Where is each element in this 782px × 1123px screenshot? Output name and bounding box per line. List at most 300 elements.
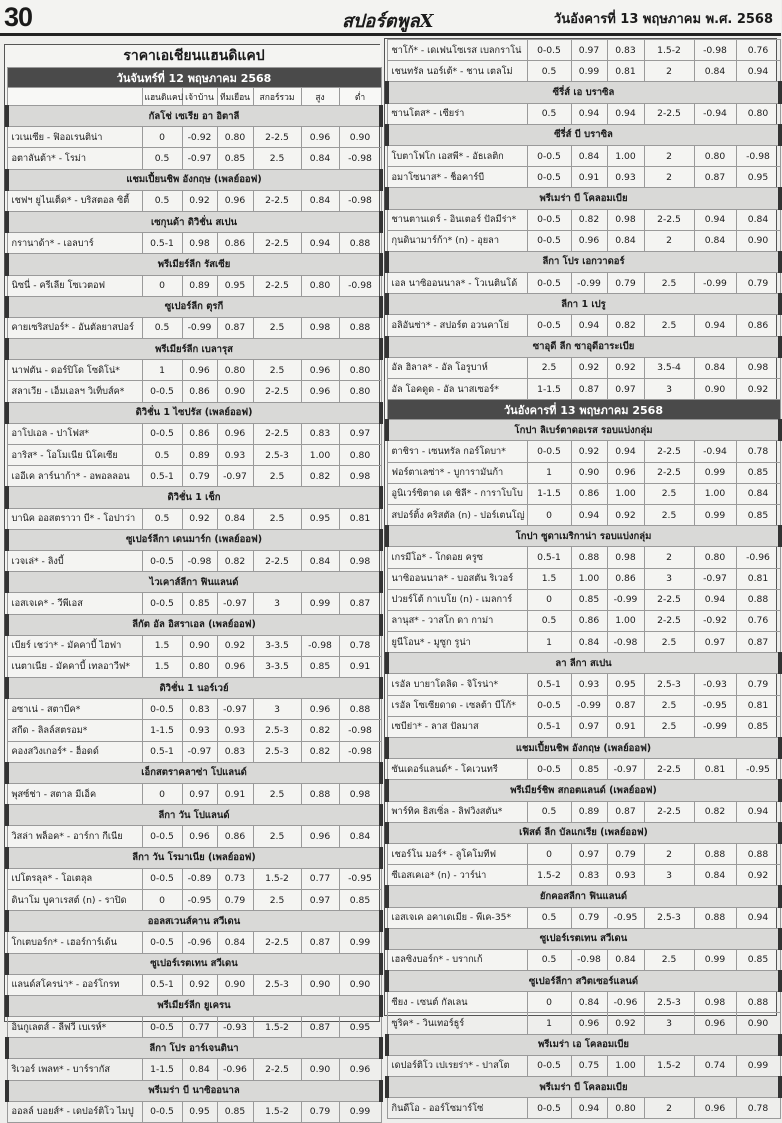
match-row xyxy=(7,635,381,656)
under-odds-cell: 0.87 xyxy=(736,632,780,653)
match-row xyxy=(387,716,780,737)
handicap-cell: 1 xyxy=(527,462,571,483)
home-odds-cell: 0.99 xyxy=(571,61,607,82)
total-goals-cell: 1.5-2 xyxy=(253,868,301,889)
under-odds-cell: 0.99 xyxy=(339,1101,381,1122)
handicap-cell: 0-0.5 xyxy=(527,441,571,462)
home-odds-cell: 0.97 xyxy=(571,843,607,864)
home-odds-cell: 0.96 xyxy=(182,826,217,847)
match-name: ยูนีโอน* - มูซูก รูน่า xyxy=(387,632,527,653)
home-odds-cell: -0.92 xyxy=(182,127,217,148)
total-goals-cell: 2-2.5 xyxy=(253,381,301,402)
league-header-row xyxy=(7,529,381,550)
handicap-cell: 1.5 xyxy=(142,656,182,677)
under-odds-cell: 0.98 xyxy=(736,357,780,378)
home-odds-cell: -0.98 xyxy=(571,949,607,970)
match-row xyxy=(387,504,780,525)
match-row xyxy=(7,445,381,466)
away-odds-cell: -0.96 xyxy=(217,1059,253,1080)
handicap-cell: 1.5 xyxy=(527,568,571,589)
match-name: บานิค ออสตราวา บี* - โอปาว่า xyxy=(7,508,142,529)
match-row xyxy=(7,1059,381,1080)
match-row xyxy=(387,992,780,1013)
league-header-row xyxy=(387,251,780,272)
away-odds-cell: 0.79 xyxy=(607,273,644,294)
home-odds-cell: 0.87 xyxy=(571,379,607,400)
over-odds-cell: 0.84 xyxy=(694,61,736,82)
match-row xyxy=(387,865,780,886)
match-name: นาฟตัน - ดอร์ปิโด โซดิโน่* xyxy=(7,360,142,381)
under-odds-cell: 0.80 xyxy=(339,360,381,381)
under-odds-cell: 0.78 xyxy=(339,635,381,656)
match-row xyxy=(387,674,780,695)
match-row xyxy=(387,103,780,124)
match-name: ซันเดอร์แลนด์* - โคเวนทรี xyxy=(387,759,527,780)
match-row xyxy=(7,233,381,254)
under-odds-cell: -0.95 xyxy=(736,759,780,780)
over-odds-cell: -0.99 xyxy=(694,716,736,737)
match-name: อลิอันซ่า* - สปอร์ต อวนคาโย่ xyxy=(387,315,527,336)
under-odds-cell: -0.98 xyxy=(339,275,381,296)
league-header-row xyxy=(387,653,780,674)
home-odds-cell: 0.84 xyxy=(571,145,607,166)
home-odds-cell: 0.84 xyxy=(571,632,607,653)
match-row xyxy=(7,148,381,169)
match-row xyxy=(387,462,780,483)
over-odds-cell: -0.99 xyxy=(694,273,736,294)
col-header-away: ทีมเยือน xyxy=(217,88,253,106)
match-name: เชนทรัล นอร์เต้* - ชาน เตลโม่ xyxy=(387,61,527,82)
handicap-cell: 1 xyxy=(527,632,571,653)
match-name: เวจเล่* - ลิงบี้ xyxy=(7,550,142,571)
under-odds-cell: -0.98 xyxy=(736,145,780,166)
league-name: ดิวิชั่น 1 นอร์เวย์ xyxy=(7,678,381,699)
over-odds-cell: 0.96 xyxy=(694,1098,736,1119)
league-name: ลีกา โปร เอกวาดอร์ xyxy=(387,251,780,272)
date-band-row xyxy=(7,68,381,88)
total-goals-cell: 1.5-2 xyxy=(644,40,694,61)
away-odds-cell: 0.86 xyxy=(217,233,253,254)
home-odds-cell: 0.96 xyxy=(182,360,217,381)
match-row xyxy=(387,145,780,166)
league-name: ซีรี่ส์ เอ บราซิล xyxy=(387,82,780,103)
league-name: แชมเปี้ยนชิพ อังกฤษ (เพลย์ออฟ) xyxy=(7,169,381,190)
total-goals-cell: 2 xyxy=(644,843,694,864)
home-odds-cell: -0.95 xyxy=(182,889,217,910)
total-goals-cell: 2-2.5 xyxy=(253,190,301,211)
league-name: ซาอุดี ลีก ซาอุดีอาระเบีย xyxy=(387,336,780,357)
home-odds-cell: 0.97 xyxy=(571,40,607,61)
under-odds-cell: 0.99 xyxy=(736,1055,780,1076)
away-odds-cell: -0.96 xyxy=(607,992,644,1013)
under-odds-cell: -0.98 xyxy=(339,720,381,741)
match-name: อาริส* - โอโมเนีย นิโคเซีย xyxy=(7,445,142,466)
section-title: ราคาเอเชียนแฮนดิแคป xyxy=(7,45,381,68)
handicap-cell: 0.5 xyxy=(142,317,182,338)
under-odds-cell: 0.87 xyxy=(339,593,381,614)
over-odds-cell: 0.96 xyxy=(301,127,339,148)
league-name: ซูเปอร์ลีก ตุรกี xyxy=(7,296,381,317)
away-odds-cell: 0.95 xyxy=(607,674,644,695)
away-odds-cell: 1.00 xyxy=(607,483,644,504)
total-goals-cell: 2-2.5 xyxy=(644,103,694,124)
over-odds-cell: 0.74 xyxy=(694,1055,736,1076)
under-odds-cell: 0.92 xyxy=(736,865,780,886)
home-odds-cell: 0.92 xyxy=(182,974,217,995)
total-goals-cell: 2.5 xyxy=(644,483,694,504)
match-row xyxy=(7,656,381,677)
handicap-cell: 0 xyxy=(142,275,182,296)
match-name: นิซนี่ - ครีเลีย โซเวตอฟ xyxy=(7,275,142,296)
away-odds-cell: -0.95 xyxy=(607,907,644,928)
away-odds-cell: -0.97 xyxy=(217,699,253,720)
handicap-cell: 0-0.5 xyxy=(142,699,182,720)
match-row xyxy=(387,907,780,928)
home-odds-cell: 0.98 xyxy=(182,233,217,254)
handicap-cell: 0.5 xyxy=(527,949,571,970)
away-odds-cell: 0.90 xyxy=(217,381,253,402)
league-header-row xyxy=(7,1038,381,1059)
match-name: พุสซ์ช่า - สตาล มีเอ็ค xyxy=(7,784,142,805)
away-odds-cell: 0.84 xyxy=(607,949,644,970)
match-name: ออลล์ บอยส์* - เดปอร์ติโว ไมปู xyxy=(7,1101,142,1122)
match-row xyxy=(387,801,780,822)
match-row xyxy=(7,720,381,741)
league-header-row xyxy=(387,971,780,992)
under-odds-cell: 0.98 xyxy=(339,550,381,571)
home-odds-cell: -0.97 xyxy=(182,741,217,762)
away-odds-cell: 0.79 xyxy=(607,843,644,864)
away-odds-cell: 0.96 xyxy=(217,656,253,677)
home-odds-cell: 0.82 xyxy=(571,209,607,230)
away-odds-cell: 0.93 xyxy=(217,720,253,741)
handicap-cell: 1 xyxy=(142,360,182,381)
col-header-home: เจ้าบ้าน xyxy=(182,88,217,106)
over-odds-cell: 0.85 xyxy=(301,656,339,677)
handicap-cell: 0.5-1 xyxy=(142,466,182,487)
league-name: ลีกา 1 เปรู xyxy=(387,294,780,315)
match-row xyxy=(7,1101,381,1122)
league-name: ซีรี่ส์ บี บราซิล xyxy=(387,124,780,145)
league-name: ลีกา โปร อาร์เจนตินา xyxy=(7,1038,381,1059)
match-row xyxy=(387,357,780,378)
match-name: เนตาเนีย - มัคคาบี้ เทลอาวีฟ* xyxy=(7,656,142,677)
away-odds-cell: 0.92 xyxy=(607,1013,644,1034)
handicap-cell: 0-0.5 xyxy=(527,695,571,716)
home-odds-cell: 0.92 xyxy=(571,441,607,462)
home-odds-cell: 0.92 xyxy=(182,190,217,211)
under-odds-cell: 0.85 xyxy=(736,504,780,525)
league-header-row xyxy=(387,928,780,949)
league-header-row xyxy=(387,1077,780,1098)
match-row xyxy=(387,1013,780,1034)
over-odds-cell: -0.94 xyxy=(694,441,736,462)
odds-column-left xyxy=(4,44,380,1118)
total-goals-cell: 2-2.5 xyxy=(644,209,694,230)
home-odds-cell: 0.93 xyxy=(182,720,217,741)
match-name: เอสเจเค อคาเดเมีย - พีเค-35* xyxy=(387,907,527,928)
under-odds-cell: 0.94 xyxy=(736,61,780,82)
handicap-cell: 0.5 xyxy=(527,61,571,82)
league-name: ไวเคาส์ลีกา ฟินแลนด์ xyxy=(7,572,381,593)
handicap-cell: 0-0.5 xyxy=(142,550,182,571)
under-odds-cell: 0.94 xyxy=(736,907,780,928)
league-header-row xyxy=(387,738,780,759)
under-odds-cell: -0.98 xyxy=(339,190,381,211)
match-name: อซาเน่ - สตาบีค* xyxy=(7,699,142,720)
away-odds-cell: 0.86 xyxy=(217,826,253,847)
handicap-cell: 0 xyxy=(527,504,571,525)
away-odds-cell: 0.93 xyxy=(607,167,644,188)
handicap-cell: 0 xyxy=(527,843,571,864)
away-odds-cell: 0.96 xyxy=(217,423,253,444)
over-odds-cell: 0.88 xyxy=(301,784,339,805)
handicap-cell: 0-0.5 xyxy=(142,381,182,402)
under-odds-cell: 0.88 xyxy=(339,233,381,254)
total-goals-cell: 2.5-3 xyxy=(253,445,301,466)
match-name: เดปอร์ติโว เปเรยร่า* - ปาสโต xyxy=(387,1055,527,1076)
match-name: ซูริค* - วินเทอร์ธูร์ xyxy=(387,1013,527,1034)
date-band: วันอังคารที่ 13 พฤษภาคม 2568 xyxy=(387,400,780,420)
total-goals-cell: 3 xyxy=(644,379,694,400)
away-odds-cell: 0.80 xyxy=(607,1098,644,1119)
total-goals-cell: 2.5 xyxy=(253,784,301,805)
over-odds-cell: 0.82 xyxy=(301,720,339,741)
away-odds-cell: 0.92 xyxy=(217,635,253,656)
over-odds-cell: 0.82 xyxy=(301,466,339,487)
handicap-cell: 0-0.5 xyxy=(527,1098,571,1119)
total-goals-cell: 3 xyxy=(644,1013,694,1034)
away-odds-cell: 0.85 xyxy=(217,148,253,169)
match-row xyxy=(387,167,780,188)
handicap-cell: 0.5 xyxy=(527,801,571,822)
away-odds-cell: 0.93 xyxy=(217,445,253,466)
league-header-row xyxy=(7,572,381,593)
match-name: คายเซริสปอร์* - อันตัลยาสปอร์ xyxy=(7,317,142,338)
total-goals-cell: 2.5-3 xyxy=(253,720,301,741)
match-row xyxy=(387,632,780,653)
match-name: คองสวิงเกอร์* - ฮ็อดด์ xyxy=(7,741,142,762)
match-row xyxy=(7,466,381,487)
total-goals-cell: 2.5 xyxy=(644,504,694,525)
match-name: กินดีโอ - ออร์โซมาร์โซ่ xyxy=(387,1098,527,1119)
odds-column-right xyxy=(384,38,777,1114)
total-goals-cell: 2-2.5 xyxy=(644,441,694,462)
over-odds-cell: 1.00 xyxy=(301,445,339,466)
under-odds-cell: -0.96 xyxy=(736,547,780,568)
league-name: เซกุนด้า ดิวิชั่น สเปน xyxy=(7,211,381,232)
match-row xyxy=(7,190,381,211)
home-odds-cell: 0.75 xyxy=(571,1055,607,1076)
away-odds-cell: 0.85 xyxy=(217,1101,253,1122)
handicap-cell: 0-0.5 xyxy=(142,932,182,953)
handicap-cell: 1.5-2 xyxy=(527,865,571,886)
over-odds-cell: 0.94 xyxy=(301,233,339,254)
match-row xyxy=(387,273,780,294)
league-header-row xyxy=(7,254,381,275)
home-odds-cell: 0.79 xyxy=(571,907,607,928)
total-goals-cell: 2 xyxy=(644,145,694,166)
total-goals-cell: 2.5-3 xyxy=(644,907,694,928)
handicap-cell: 1-1.5 xyxy=(142,1059,182,1080)
match-row xyxy=(387,441,780,462)
under-odds-cell: 0.81 xyxy=(736,568,780,589)
league-header-row xyxy=(7,402,381,423)
match-name: ดินาโม บูคาเรสต์ (n) - ราปิด xyxy=(7,889,142,910)
over-odds-cell: 0.84 xyxy=(301,550,339,571)
handicap-cell: 0-0.5 xyxy=(527,40,571,61)
home-odds-cell: 0.89 xyxy=(182,275,217,296)
over-odds-cell: 0.83 xyxy=(301,423,339,444)
col-header-match xyxy=(7,88,142,106)
league-name: พรีเมร่า บี โคลอมเบีย xyxy=(387,188,780,209)
away-odds-cell: 0.97 xyxy=(607,379,644,400)
under-odds-cell: 0.79 xyxy=(736,273,780,294)
away-odds-cell: 0.96 xyxy=(607,462,644,483)
total-goals-cell: 2.5 xyxy=(644,695,694,716)
home-odds-cell: 0.90 xyxy=(182,635,217,656)
handicap-cell: 0-0.5 xyxy=(527,209,571,230)
home-odds-cell: 0.92 xyxy=(182,508,217,529)
match-row xyxy=(7,360,381,381)
match-name: เบียร์ เชว่า* - มัคคาบี้ ไฮฟา xyxy=(7,635,142,656)
under-odds-cell: 0.90 xyxy=(339,127,381,148)
league-name: ซูเปอร์เรตเทน สวีเดน xyxy=(7,953,381,974)
over-odds-cell: 0.84 xyxy=(301,148,339,169)
total-goals-cell: 1.5-2 xyxy=(253,1017,301,1038)
under-odds-cell: 0.96 xyxy=(339,1059,381,1080)
handicap-cell: 1.5 xyxy=(142,635,182,656)
league-name: ดิวิชั่น 1 ไซปรัส (เพลย์ออฟ) xyxy=(7,402,381,423)
match-name: เปโตรลุล* - โอเตลุล xyxy=(7,868,142,889)
handicap-cell: 0.5 xyxy=(527,610,571,631)
over-odds-cell: 0.80 xyxy=(694,145,736,166)
over-odds-cell: -0.95 xyxy=(694,695,736,716)
handicap-cell: 0.5 xyxy=(142,148,182,169)
odds-table-right xyxy=(385,39,782,1119)
away-odds-cell: 0.83 xyxy=(217,741,253,762)
league-name: ซูเปอร์ลีกา สวิตเซอร์แลนด์ xyxy=(387,971,780,992)
under-odds-cell: 0.95 xyxy=(339,1017,381,1038)
page-header xyxy=(0,0,781,36)
away-odds-cell: 0.87 xyxy=(217,317,253,338)
league-header-row xyxy=(387,822,780,843)
away-odds-cell: -0.97 xyxy=(607,759,644,780)
match-row xyxy=(387,547,780,568)
total-goals-cell: 2-2.5 xyxy=(253,275,301,296)
odds-table-left xyxy=(5,45,383,1123)
league-name: พรีเมียร์ชิพ สกอตแลนด์ (เพลย์ออฟ) xyxy=(387,780,780,801)
league-name: กัลโช่ เซเรีย อา อิตาลี xyxy=(7,106,381,127)
over-odds-cell: 0.84 xyxy=(301,190,339,211)
match-row xyxy=(7,423,381,444)
away-odds-cell: 0.84 xyxy=(607,230,644,251)
date-band-row xyxy=(387,400,780,420)
over-odds-cell: 0.81 xyxy=(694,759,736,780)
away-odds-cell: 0.86 xyxy=(607,568,644,589)
league-header-row xyxy=(7,678,381,699)
over-odds-cell: 0.99 xyxy=(694,949,736,970)
total-goals-cell: 2-2.5 xyxy=(253,233,301,254)
away-odds-cell: 0.73 xyxy=(217,868,253,889)
league-name: เฟิสต์ ลีก บัลแกเรีย (เพลย์ออฟ) xyxy=(387,822,780,843)
league-header-row xyxy=(7,805,381,826)
under-odds-cell: 0.84 xyxy=(339,826,381,847)
match-row xyxy=(387,230,780,251)
over-odds-cell: -0.94 xyxy=(694,103,736,124)
handicap-cell: 0-0.5 xyxy=(142,868,182,889)
away-odds-cell: 0.95 xyxy=(217,275,253,296)
under-odds-cell: -0.95 xyxy=(339,868,381,889)
match-name: ลานุส* - วาสโก ดา กาม่า xyxy=(387,610,527,631)
home-odds-cell: 0.84 xyxy=(182,1059,217,1080)
handicap-cell: 1-1.5 xyxy=(142,720,182,741)
league-name: ยักคอสลีกา ฟินแลนด์ xyxy=(387,886,780,907)
handicap-cell: 0-0.5 xyxy=(142,593,182,614)
total-goals-cell: 2-2.5 xyxy=(644,589,694,610)
over-odds-cell: 1.00 xyxy=(694,483,736,504)
home-odds-cell: 0.89 xyxy=(182,445,217,466)
over-odds-cell: 0.96 xyxy=(301,381,339,402)
over-odds-cell: 0.80 xyxy=(301,275,339,296)
league-header-row xyxy=(7,847,381,868)
away-odds-cell: 0.91 xyxy=(217,784,253,805)
under-odds-cell: 0.99 xyxy=(339,932,381,953)
over-odds-cell: 0.90 xyxy=(301,974,339,995)
over-odds-cell: 0.88 xyxy=(694,843,736,864)
away-odds-cell: 0.92 xyxy=(607,357,644,378)
league-header-row xyxy=(7,911,381,932)
match-row xyxy=(7,974,381,995)
under-odds-cell: 0.90 xyxy=(339,974,381,995)
league-header-row xyxy=(387,294,780,315)
match-row xyxy=(7,593,381,614)
league-header-row xyxy=(387,780,780,801)
league-name: ดิวิชั่น 1 เช็ก xyxy=(7,487,381,508)
league-name: พรีเมียร์ลีก รัสเซีย xyxy=(7,254,381,275)
handicap-cell: 0.5-1 xyxy=(527,547,571,568)
home-odds-cell: 0.94 xyxy=(571,315,607,336)
under-odds-cell: 0.78 xyxy=(736,1098,780,1119)
total-goals-cell: 2-2.5 xyxy=(253,932,301,953)
col-header-under: ต่ำ xyxy=(339,88,381,106)
league-name: ลีกา วัน โรมาเนีย (เพลย์ออฟ) xyxy=(7,847,381,868)
away-odds-cell: -0.97 xyxy=(217,593,253,614)
away-odds-cell: 0.91 xyxy=(607,716,644,737)
under-odds-cell: 0.95 xyxy=(736,167,780,188)
over-odds-cell: 0.99 xyxy=(301,593,339,614)
over-odds-cell: 0.84 xyxy=(694,865,736,886)
match-row xyxy=(387,315,780,336)
under-odds-cell: 0.78 xyxy=(736,441,780,462)
total-goals-cell: 2-2.5 xyxy=(253,423,301,444)
match-name: อมาโซนาส* - ช็อคาร์บี xyxy=(387,167,527,188)
match-name: เฮลซิงบอร์ก* - บรากเก้ xyxy=(387,949,527,970)
match-name: สปอร์ติ้ง คริสตัล (n) - ปอร์เตนโญ่ xyxy=(387,504,527,525)
total-goals-cell: 2.5-3 xyxy=(644,674,694,695)
total-goals-cell: 2 xyxy=(644,547,694,568)
home-odds-cell: 0.91 xyxy=(571,167,607,188)
under-odds-cell: 0.81 xyxy=(339,508,381,529)
total-goals-cell: 3-3.5 xyxy=(253,635,301,656)
match-row xyxy=(7,784,381,805)
away-odds-cell: 0.84 xyxy=(217,508,253,529)
total-goals-cell: 2.5 xyxy=(644,949,694,970)
league-header-row xyxy=(7,487,381,508)
handicap-cell: 1 xyxy=(527,1013,571,1034)
handicap-cell: 2.5 xyxy=(527,357,571,378)
over-odds-cell: 0.82 xyxy=(694,801,736,822)
